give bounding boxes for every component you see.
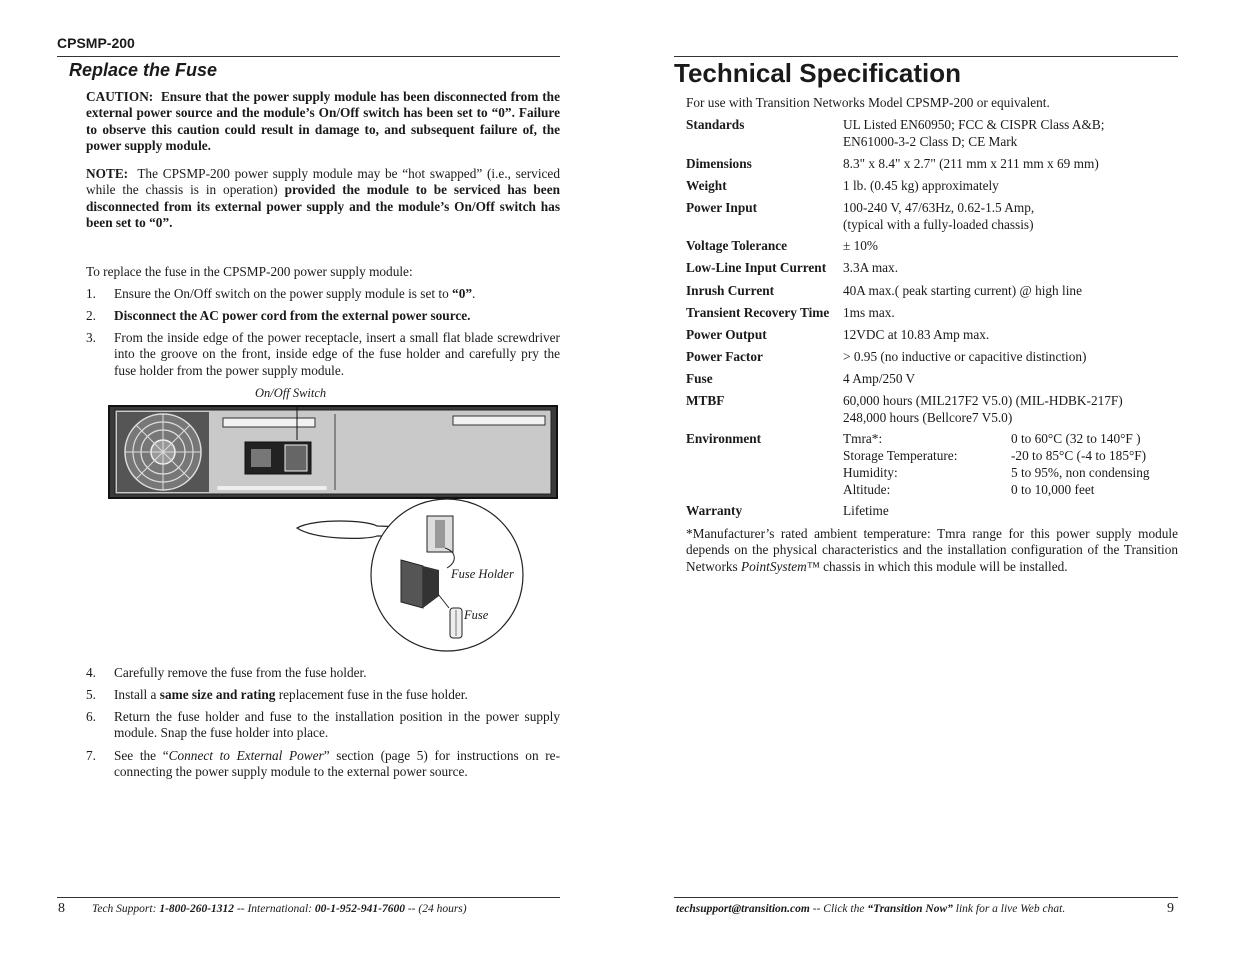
web-chat-footer: techsupport@transition.com -- Click the “Transition Now” link for a live Web chat. [676,903,1066,915]
right-page-number: 9 [1167,901,1174,916]
note-paragraph [86,166,560,232]
intl-phone: 00-1-952-941-7600 [314,903,405,915]
tech-support-footer: Tech Support: 1-800-260-1312 -- International: 00-1-952-941-7600 -- (24 hours) [92,903,467,915]
footer-rule [57,897,560,898]
intro-text: To replace the fuse in the CPSMP-200 power supply module: [86,264,413,279]
caution-text: Ensure that the power supply module has been disconnected from the external power source and the module’s On/Off switch has been set to “0”. Failure to observe this caution could result in damage to, and subsequent failure of, the power supply module. [86,89,560,154]
transition-now-link[interactable]: “Transition Now” [867,903,953,915]
note-text: The CPSMP-200 power supply module may be “hot swapped” (i.e., serviced while the chassis is in operation) [86,166,560,198]
right-header-rule [674,56,1178,57]
page-header: CPSMP-200 [57,35,135,51]
section-title: Replace the Fuse [69,60,218,80]
fuse-holder-icon [401,560,423,608]
support-phone: 1-800-260-1312 [159,903,235,915]
support-email[interactable]: techsupport@transition.com [676,903,810,915]
onoff-switch-icon [285,445,307,471]
footnote: *Manufacturer’s rated ambient temperature: Tmra range for this power supply module depends on the physical characteristics and the installation configuration of the Transition Networks PointSystem™ chassis in which this module will be installed. [686,526,1178,574]
caution-paragraph [86,89,560,155]
onoff-switch-caption: On/Off Switch [255,386,327,400]
fuse-holder-caption: Fuse Holder [451,567,514,581]
spec-intro: For use with Transition Networks Model CPSMP-200 or equivalent. [686,95,1050,110]
fuse-caption: Fuse [464,608,489,622]
spec-row-environment: Environment Tmra*: 0 to 60°C (32 to 140°F ) Storage Temperature: -20 to 85°C (-4 to 185°F) Humidity: 5 to 95%, non condensing Altitude: 0 to 10,000 feet [686,431,1150,497]
header-rule [57,56,560,57]
page-number: 8 [58,901,65,916]
note-text-bold: provided the module to be serviced has been disconnected from its external power supply and the module’s On/Off switch has been set to “0”. [86,182,561,231]
spec-title: Technical Specification [674,58,962,88]
power-supply-figure [105,400,565,655]
note-label: NOTE: [86,166,129,181]
right-footer-rule [674,897,1178,898]
caution-label: CAUTION: [86,89,154,104]
list-item: 3. From the inside edge of the power receptacle, insert a small flat blade screwdriver into the groove on the front, inside edge of the fuse holder and carefully pry the fuse holder from the power supply module. [86,330,560,378]
